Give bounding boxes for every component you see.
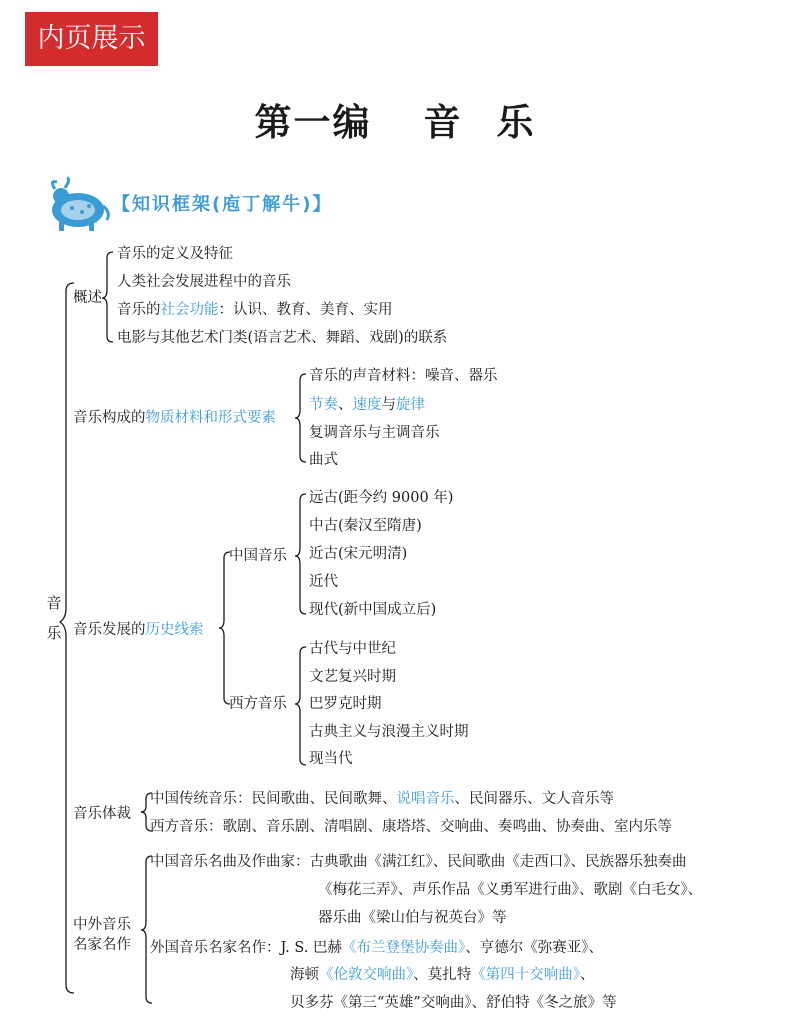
- overview-item-4: 电影与其他艺术门类(语言艺术、舞蹈、戏剧)的联系: [117, 330, 448, 346]
- masters-fr-line1: [150, 938, 603, 958]
- genre-china: [150, 789, 614, 809]
- china-item-1: 远古(距今约 9000 年): [309, 490, 454, 506]
- china-item-3: 近古(宋元明清): [309, 546, 408, 562]
- china-item-4: 近代: [309, 574, 338, 590]
- history-label-prefix: 音乐发展的: [73, 622, 146, 638]
- brace-overview: [102, 252, 113, 342]
- masters-fr-line2-prefix: 海顿: [290, 967, 319, 983]
- genre-china-hl: 说唱音乐: [396, 791, 455, 807]
- history-west-label: 西方音乐: [229, 696, 287, 712]
- overview-item-2: 人类社会发展进程中的音乐: [117, 274, 291, 290]
- masters-fr-line1-hl: 《布兰登堡协奏曲》: [342, 940, 466, 956]
- masters-label-2: 名家名作: [73, 937, 131, 953]
- title-part1: 第一编: [254, 101, 372, 144]
- masters-fr-line2-suffix: 、: [580, 967, 595, 983]
- overview-label: 概述: [73, 290, 102, 306]
- brace-history: [219, 552, 230, 704]
- china-item-2: 中古(秦汉至隋唐): [309, 518, 422, 534]
- composition-label-prefix: 音乐构成的: [73, 410, 146, 426]
- page-title: [0, 92, 790, 146]
- composition-item-2-and: 与: [381, 397, 396, 413]
- brace-china: [295, 494, 306, 614]
- composition-item-2-c: 旋律: [396, 397, 425, 413]
- genre-china-suffix: 、民间器乐、文人音乐等: [454, 791, 614, 807]
- masters-cn-line2: 《梅花三弄》、声乐作品《义勇军进行曲》、歌剧《白毛女》、: [318, 882, 703, 898]
- root-label: [44, 588, 64, 648]
- overview-item-1: 音乐的定义及特征: [117, 246, 233, 262]
- masters-cn-line3: 器乐曲《梁山伯与祝英台》等: [318, 910, 507, 926]
- history-label: [73, 620, 204, 640]
- composition-label-hl: 物质材料和形式要素: [145, 410, 276, 426]
- overview-item-3: [117, 300, 393, 320]
- masters-fr-line1-prefix: 外国音乐名家名作：J. S. 巴赫: [150, 940, 343, 956]
- genre-china-prefix: 中国传统音乐：民间歌曲、民间歌舞、: [150, 791, 397, 807]
- masters-fr-line2-hl2: 《第四十交响曲》: [471, 967, 580, 983]
- root-char2: 乐: [46, 624, 62, 642]
- composition-item-4: 曲式: [309, 452, 338, 468]
- genre-label: 音乐体裁: [73, 806, 131, 822]
- composition-item-1: 音乐的声音材料：噪音、器乐: [309, 368, 498, 384]
- composition-item-2-sep: 、: [338, 397, 353, 413]
- west-item-1: 古代与中世纪: [309, 641, 396, 657]
- west-item-4: 古典主义与浪漫主义时期: [309, 724, 469, 740]
- overview-item-3-suffix: ：认识、教育、美育、实用: [218, 302, 393, 318]
- brace-west: [295, 647, 306, 765]
- ox-icon: [45, 176, 111, 234]
- composition-item-3: 复调音乐与主调音乐: [309, 425, 440, 441]
- masters-label-1: 中外音乐: [73, 917, 131, 933]
- composition-item-2-b: 速度: [352, 397, 382, 413]
- composition-label: [73, 408, 276, 428]
- history-label-hl: 历史线索: [145, 622, 204, 638]
- brace-masters: [141, 856, 152, 1003]
- west-item-3: 巴罗克时期: [309, 696, 382, 712]
- masters-fr-line3: 贝多芬《第三“英雄”交响曲》、舒伯特《冬之旅》等: [290, 995, 617, 1011]
- section-header: 【知识框架(庖丁解牛)】: [112, 194, 333, 215]
- root-char1: 音: [46, 594, 62, 612]
- genre-west: 西方音乐：歌剧、音乐剧、清唱剧、康塔塔、交响曲、奏鸣曲、协奏曲、室内乐等: [150, 819, 672, 835]
- west-item-5: 现当代: [309, 751, 353, 767]
- composition-item-2: [309, 395, 425, 415]
- masters-fr-line2-hl1: 《伦敦交响曲》: [319, 967, 414, 983]
- overview-item-3-prefix: 音乐的: [117, 302, 161, 318]
- overview-item-3-hl: 社会功能: [160, 302, 219, 318]
- masters-cn-line1: 中国音乐名曲及作曲家：古典歌曲《满江红》、民间歌曲《走西口》、民族器乐独奏曲: [150, 854, 687, 870]
- brace-composition: [295, 374, 306, 462]
- history-china-label: 中国音乐: [229, 548, 287, 564]
- title-part3: 乐: [496, 101, 536, 144]
- masters-fr-line1-suffix: 、亨德尔《弥赛亚》、: [465, 940, 604, 956]
- west-item-2: 文艺复兴时期: [309, 669, 396, 685]
- composition-item-2-a: 节奏: [309, 397, 338, 413]
- masters-fr-line2-mid: 、莫扎特: [413, 967, 472, 983]
- masters-fr-line2: [290, 965, 595, 985]
- china-item-5: 现代(新中国成立后): [309, 602, 437, 618]
- page-badge: 内页展示: [25, 12, 158, 66]
- title-part2: 音: [423, 101, 463, 144]
